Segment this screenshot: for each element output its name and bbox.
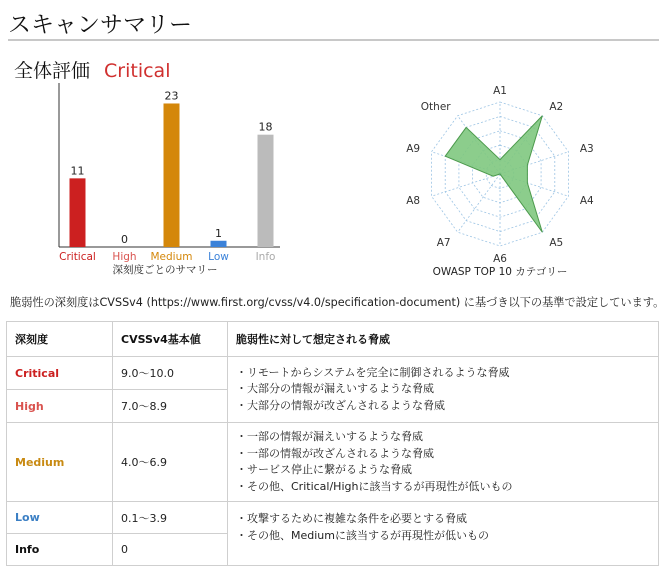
table-row	[7, 502, 659, 534]
threat-item: ・ リモートからシステムを完全に制御されるような脅威	[236, 365, 650, 382]
severity-name-critical: Critical	[7, 357, 113, 390]
threat-item: ・ 大部分の情報が改ざんされるような脅威	[236, 398, 650, 415]
score-critical: 9.0～10.0	[113, 357, 228, 390]
bar-category-label: Critical	[59, 251, 96, 263]
radar-axis-label: Other	[420, 101, 451, 114]
severity-name-high: High	[7, 390, 113, 423]
radar-axis-label: A1	[493, 85, 507, 97]
score-info: 0	[113, 534, 228, 566]
bar-info	[258, 135, 274, 247]
overall-rating-severity: Critical	[104, 60, 171, 82]
table-header-row	[7, 322, 659, 357]
radar-axis-label: A8	[406, 194, 421, 207]
bar-value-label: 18	[258, 120, 273, 134]
bar-value-label: 0	[121, 233, 128, 246]
bar-value-label: 11	[70, 164, 85, 178]
overall-rating	[14, 56, 170, 83]
table-row	[7, 423, 659, 502]
radar-axis-label: A6	[493, 253, 507, 265]
radar-axis-label: A7	[436, 236, 451, 249]
radar-spoke	[458, 174, 500, 232]
bar-category-label: Low	[208, 251, 229, 263]
bar-category-label: High	[112, 251, 137, 263]
threat-item: ・ 一部の情報が漏えいするような脅威	[236, 429, 650, 446]
table-row	[7, 357, 659, 390]
bar-critical	[70, 178, 86, 247]
threats-medium	[228, 423, 659, 502]
severity-note: 脆弱性の深刻度はCVSSv4 (https://www.first.org/cvss/v4.0/specification-document) に基づき以下の基準で設定しています。	[10, 296, 665, 309]
severity-name-info: Info	[7, 534, 113, 566]
radar-axis-label: A5	[549, 236, 564, 249]
threat-item: ・ その他、Critical/Highに該当するが再現性が低いもの	[236, 479, 650, 496]
threat-item: ・ 一部の情報が改ざんされるような脅威	[236, 446, 650, 463]
severity-name-low: Low	[7, 502, 113, 534]
radar-axis-label: A4	[579, 194, 594, 207]
radar-spoke	[432, 174, 500, 196]
score-low: 0.1～3.9	[113, 502, 228, 534]
header-severity: 深刻度	[7, 322, 113, 357]
threats-low-info	[228, 502, 659, 566]
bar-low	[211, 241, 227, 247]
severity-criteria-table	[6, 321, 659, 566]
page-title: スキャンサマリー	[8, 12, 192, 38]
threat-item: ・ 攻撃するために複雑な条件を必要とする脅威	[236, 511, 650, 528]
header-threat: 脆弱性に対して想定される脅威	[228, 322, 659, 357]
severity-bar-chart	[40, 80, 290, 275]
title-divider	[8, 39, 659, 41]
bar-value-label: 23	[164, 89, 179, 103]
bar-medium	[164, 103, 180, 247]
radar-chart-title: OWASP TOP 10 カテゴリー	[432, 266, 568, 278]
threat-item: ・ その他、Mediumに該当するが再現性が低いもの	[236, 528, 650, 545]
overall-rating-label: 全体評価	[14, 60, 91, 82]
threat-item: ・ 大部分の情報が漏えいするような脅威	[236, 381, 650, 398]
bar-value-label: 1	[215, 226, 222, 240]
threats-critical-high	[228, 357, 659, 423]
header-score: CVSSv4基本値	[113, 322, 228, 357]
score-high: 7.0～8.9	[113, 390, 228, 423]
threat-item: ・ サービス停止に繋がるような脅威	[236, 462, 650, 479]
radar-axis-label: A9	[406, 143, 421, 156]
radar-axis-label: A3	[579, 143, 594, 156]
bar-category-label: Info	[255, 251, 276, 263]
bar-category-label: Medium	[150, 251, 193, 263]
severity-name-medium: Medium	[7, 423, 113, 502]
bar-chart-title: 深刻度ごとのサマリー	[112, 264, 218, 275]
score-medium: 4.0～6.9	[113, 423, 228, 502]
owasp-radar-chart	[405, 78, 605, 283]
radar-axis-label: A2	[549, 101, 564, 114]
